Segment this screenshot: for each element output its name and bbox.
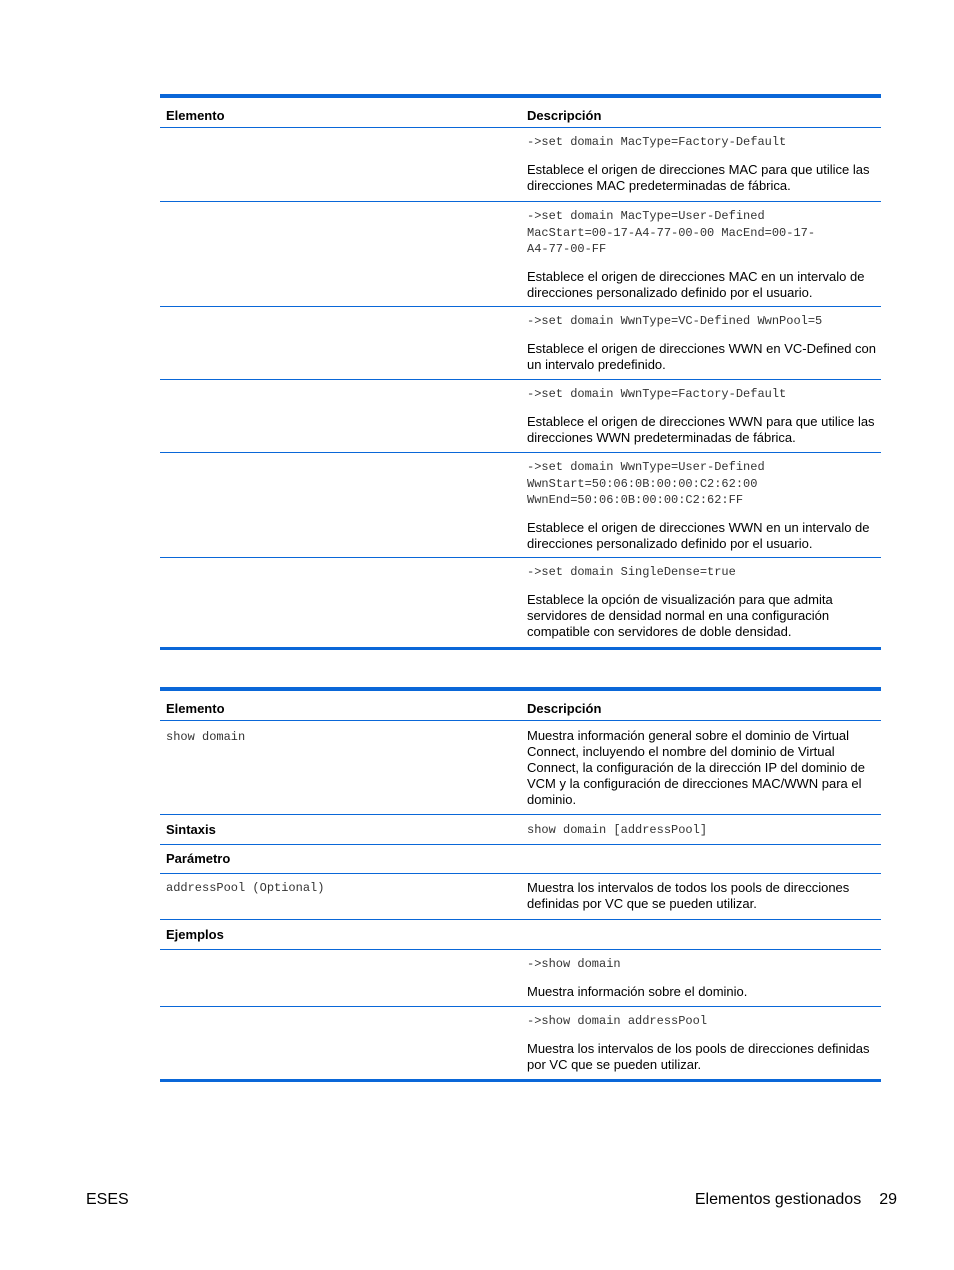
header-elemento: Elemento [166, 108, 225, 123]
param-description: Muestra los intervalos de todos los pools de direcciones definidas por VC que se pueden utilizar. [527, 880, 850, 911]
table-row-syntax [160, 815, 881, 845]
command-description: Muestra información sobre el dominio. [527, 983, 748, 999]
element-name: show domain [166, 730, 246, 744]
table-row [160, 1007, 881, 1082]
footer-language-code: ESES [86, 1191, 129, 1208]
command-example: ->set domain MacType=Factory-Default [527, 135, 787, 149]
header-elemento: Elemento [166, 701, 225, 716]
command-example: ->set domain WwnType=User-Defined WwnStart=50:06:0B:00:00:C2:62:00 WwnEnd=50:06:0B:00:00:C2:62:FF [527, 460, 765, 507]
table-row-parameter [160, 845, 881, 874]
table-row-examples [160, 920, 881, 950]
command-description: Establece el origen de direcciones WWN para que utilice las direcciones WWN predeterminadas de fábrica. [527, 413, 875, 445]
param-name: addressPool (Optional) [166, 881, 325, 895]
command-example: ->set domain WwnType=Factory-Default [527, 387, 787, 401]
command-example: ->set domain WwnType=VC-Defined WwnPool=5 [527, 314, 823, 328]
examples-label: Ejemplos [166, 927, 224, 942]
table-row [160, 950, 881, 1007]
table-row [160, 202, 881, 307]
command-description: Establece la opción de visualización para que admita servidores de densidad normal en una configuración compatible con servidores de doble densidad. [527, 591, 833, 639]
table-row [160, 558, 881, 650]
syntax-value: show domain [addressPool] [527, 823, 708, 837]
command-description: Establece el origen de direcciones MAC para que utilice las direcciones MAC predeterminadas de fábrica. [527, 161, 870, 193]
syntax-label: Sintaxis [166, 822, 216, 837]
command-example: ->show domain addressPool [527, 1014, 708, 1028]
command-example: ->set domain MacType=User-Defined MacStart=00-17-A4-77-00-00 MacEnd=00-17- A4-77-00-FF [527, 209, 816, 256]
parameter-label: Parámetro [166, 851, 231, 866]
footer-section [695, 1191, 897, 1209]
header-descripcion: Descripción [527, 701, 602, 716]
set-domain-examples-table [160, 94, 881, 650]
table-row-param [160, 874, 881, 920]
command-example: ->set domain SingleDense=true [527, 565, 736, 579]
command-description: Muestra los intervalos de los pools de direcciones definidas por VC que se pueden utilizar. [527, 1040, 870, 1072]
table-header [160, 687, 881, 721]
page-number: 29 [879, 1191, 897, 1208]
show-domain-table [160, 687, 881, 1082]
table-row [160, 453, 881, 558]
element-description: Muestra información general sobre el dominio de Virtual Connect, incluyendo el nombre del dominio de Virtual Connect, la configuración de la dirección IP del dominio de VCM y la configuración de direcciones MAC/WWN para el dominio. [527, 728, 865, 807]
table-row-element [160, 721, 881, 815]
table-row [160, 307, 881, 380]
table-row [160, 128, 881, 202]
table-header [160, 94, 881, 128]
footer-section-title: Elementos gestionados [694, 1191, 862, 1208]
command-description: Establece el origen de direcciones WWN en un intervalo de direcciones personalizado definido por el usuario. [527, 519, 870, 551]
table-row [160, 380, 881, 453]
command-example: ->show domain [527, 957, 621, 971]
command-description: Establece el origen de direcciones WWN en VC-Defined con un intervalo predefinido. [527, 340, 877, 372]
header-descripcion: Descripción [527, 108, 602, 123]
command-description: Establece el origen de direcciones MAC en un intervalo de direcciones personalizado definido por el usuario. [527, 268, 865, 300]
